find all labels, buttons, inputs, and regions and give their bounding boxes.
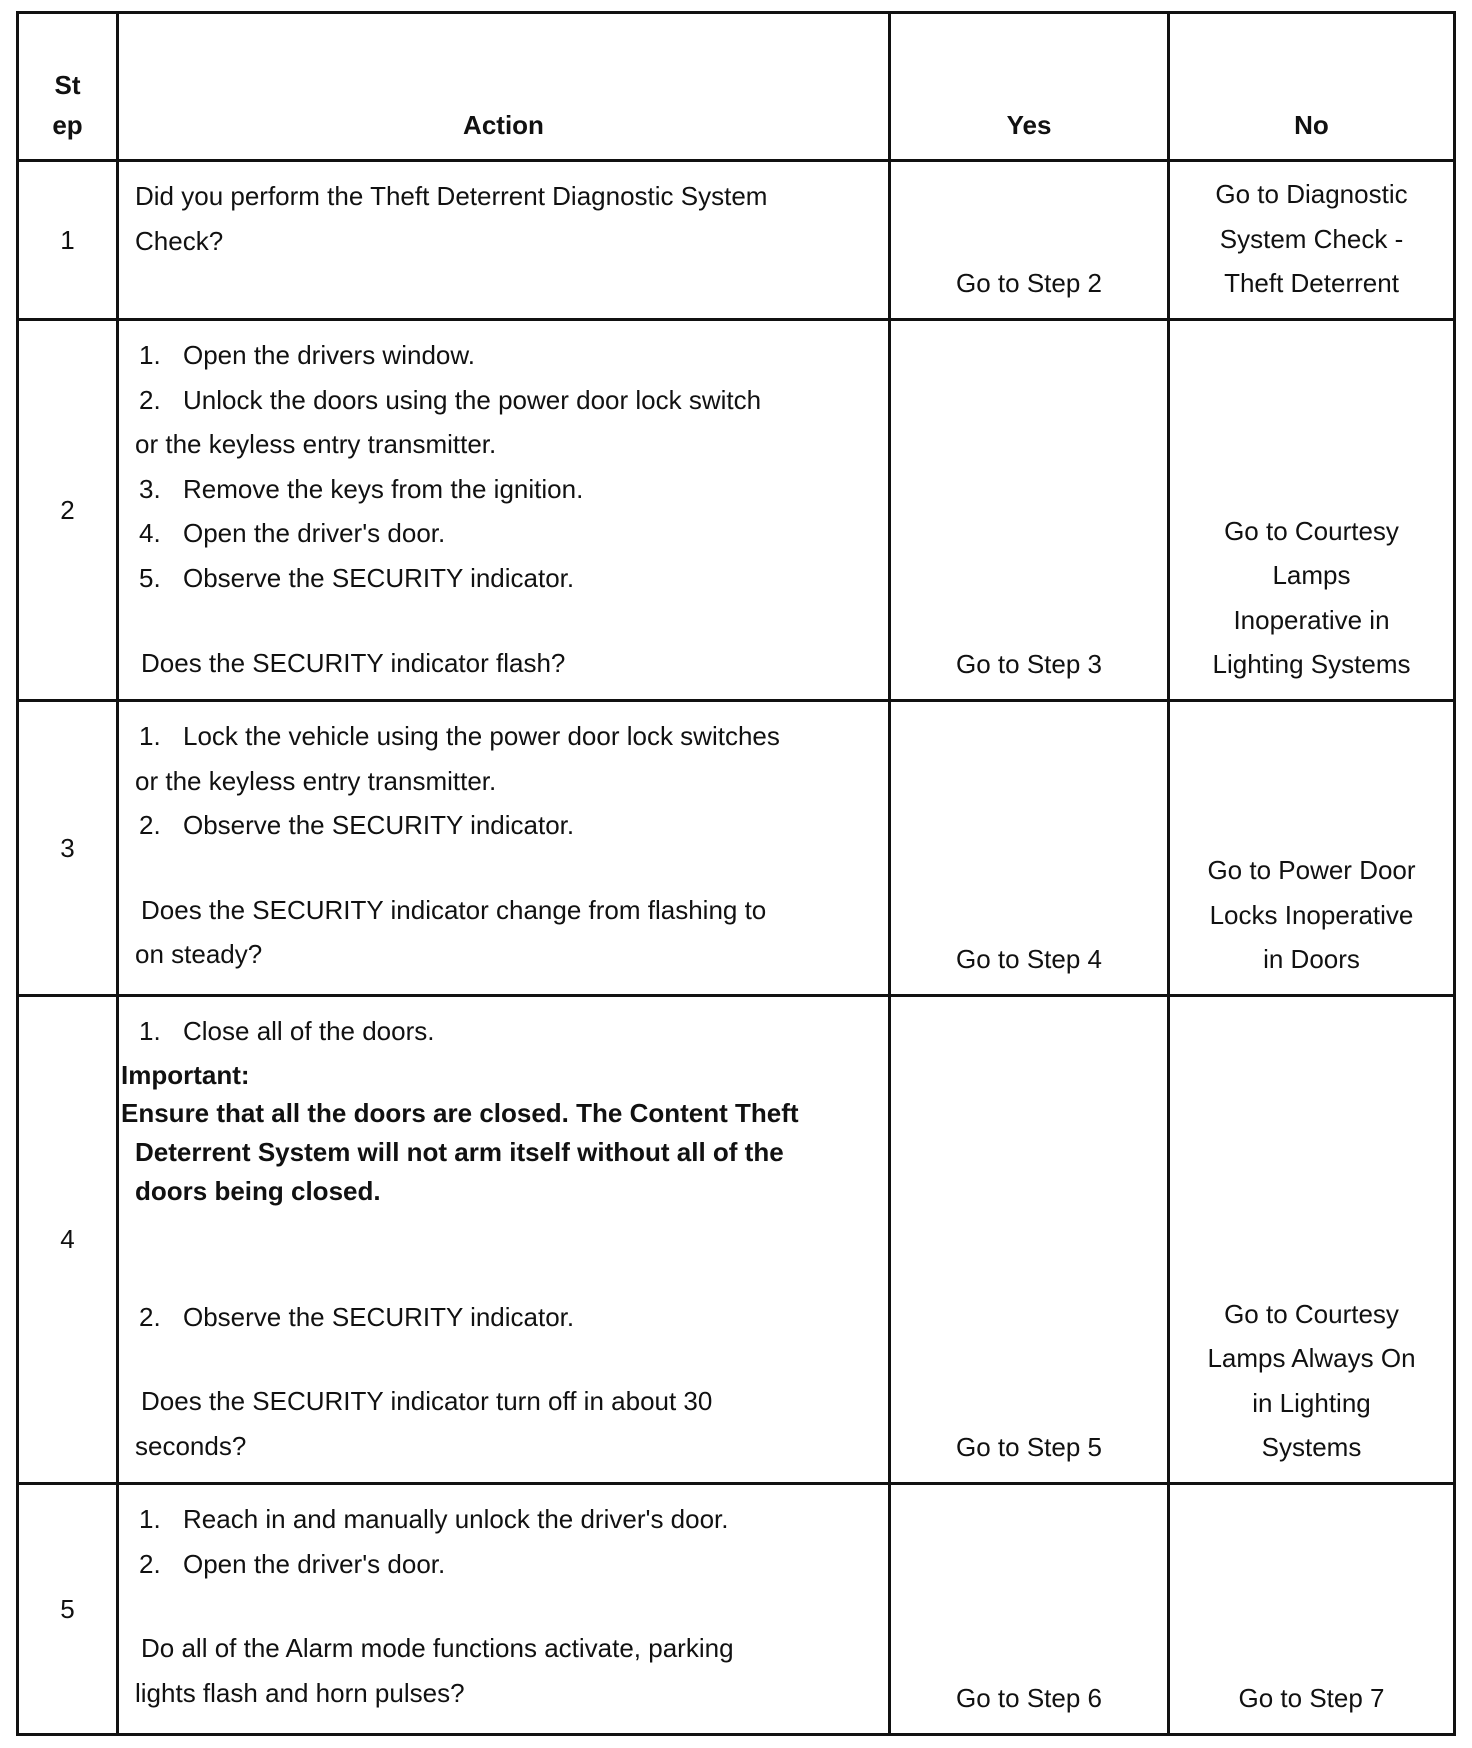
- no-line: Lamps: [1272, 560, 1351, 591]
- yes-cell: Go to Step 2: [890, 161, 1169, 320]
- no-line: Locks Inoperative: [1209, 899, 1414, 930]
- list-item: 5. Observe the SECURITY indicator.: [139, 562, 575, 593]
- diagnostic-table: [16, 11, 1456, 1736]
- header-row: [18, 13, 1455, 161]
- question: Does the SECURITY indicator flash?: [141, 647, 566, 678]
- step-header-line2: ep: [52, 110, 83, 140]
- list-item: 3. Remove the keys from the ignition.: [139, 473, 584, 504]
- no-line: in Doors: [1263, 944, 1360, 975]
- no-header: No: [1169, 13, 1455, 161]
- no-line: Theft Deterrent: [1224, 268, 1399, 299]
- step-number: 1: [18, 161, 118, 320]
- no-cell: [1169, 320, 1455, 701]
- list-item-continuation: or the keyless entry transmitter.: [135, 429, 497, 460]
- action-cell: [118, 161, 890, 320]
- no-line: Go to Diagnostic: [1215, 179, 1408, 210]
- list-item: 1. Open the drivers window.: [139, 340, 475, 370]
- question: Do all of the Alarm mode functions activate, parking: [141, 1633, 734, 1664]
- action-cell: [118, 996, 890, 1484]
- yes-cell: Go to Step 4: [890, 701, 1169, 996]
- step-header-line1: St: [54, 70, 81, 100]
- list-item: 2. Open the driver's door.: [139, 1548, 446, 1579]
- table-row: [18, 701, 1455, 996]
- no-line: in Lighting: [1252, 1387, 1371, 1418]
- action-header: Action: [118, 13, 890, 161]
- no-line: Lighting Systems: [1212, 649, 1411, 680]
- list-item: 1. Reach in and manually unlock the driver's door.: [139, 1504, 729, 1534]
- yes-cell: Go to Step 5: [890, 996, 1169, 1484]
- no-line: Lamps Always On: [1207, 1343, 1416, 1374]
- step-number: 2: [18, 320, 118, 701]
- list-item-continuation: or the keyless entry transmitter.: [135, 765, 497, 796]
- no-line: Inoperative in: [1233, 604, 1390, 635]
- no-line: Go to Courtesy: [1224, 1298, 1399, 1329]
- no-line: Go to Courtesy: [1224, 515, 1399, 546]
- yes-header: Yes: [890, 13, 1169, 161]
- step-header: [18, 13, 118, 161]
- list-item: 2. Unlock the doors using the power door lock switch: [139, 384, 762, 415]
- table-row: [18, 161, 1455, 320]
- table-row: [18, 1484, 1455, 1735]
- question: Does the SECURITY indicator turn off in about 30: [141, 1386, 713, 1417]
- list-item: 2. Observe the SECURITY indicator.: [139, 810, 575, 841]
- action-cell: [118, 1484, 890, 1735]
- action-cell: [118, 320, 890, 701]
- no-line: Systems: [1261, 1432, 1362, 1463]
- important-note: Ensure that all the doors are closed. The Content Theft Deterrent System will not arm itself without all of the doors being closed.: [121, 1097, 799, 1206]
- no-cell: Go to Step 7: [1169, 1484, 1455, 1735]
- yes-cell: Go to Step 6: [890, 1484, 1169, 1735]
- no-cell: [1169, 161, 1455, 320]
- table-row: [18, 996, 1455, 1484]
- question-continuation: lights flash and horn pulses?: [135, 1677, 465, 1708]
- list-item: 2. Observe the SECURITY indicator.: [139, 1301, 575, 1332]
- no-line: Go to Power Door: [1207, 855, 1416, 886]
- step-number: 5: [18, 1484, 118, 1735]
- step-number: 3: [18, 701, 118, 996]
- table-row: [18, 320, 1455, 701]
- important-label: Important:: [121, 1059, 250, 1090]
- list-item: 1. Close all of the doors.: [139, 1016, 435, 1046]
- list-item: 1. Lock the vehicle using the power door lock switches: [139, 721, 780, 751]
- no-line: System Check -: [1219, 223, 1404, 254]
- question: Does the SECURITY indicator change from flashing to: [141, 894, 767, 925]
- yes-cell: Go to Step 3: [890, 320, 1169, 701]
- question-continuation: on steady?: [135, 939, 263, 970]
- action-cell: [118, 701, 890, 996]
- action-line: Check?: [135, 225, 224, 256]
- question-continuation: seconds?: [135, 1430, 247, 1461]
- no-cell: [1169, 996, 1455, 1484]
- step-number: 4: [18, 996, 118, 1484]
- action-line: Did you perform the Theft Deterrent Diagnostic System: [135, 181, 768, 211]
- no-cell: [1169, 701, 1455, 996]
- list-item: 4. Open the driver's door.: [139, 518, 446, 549]
